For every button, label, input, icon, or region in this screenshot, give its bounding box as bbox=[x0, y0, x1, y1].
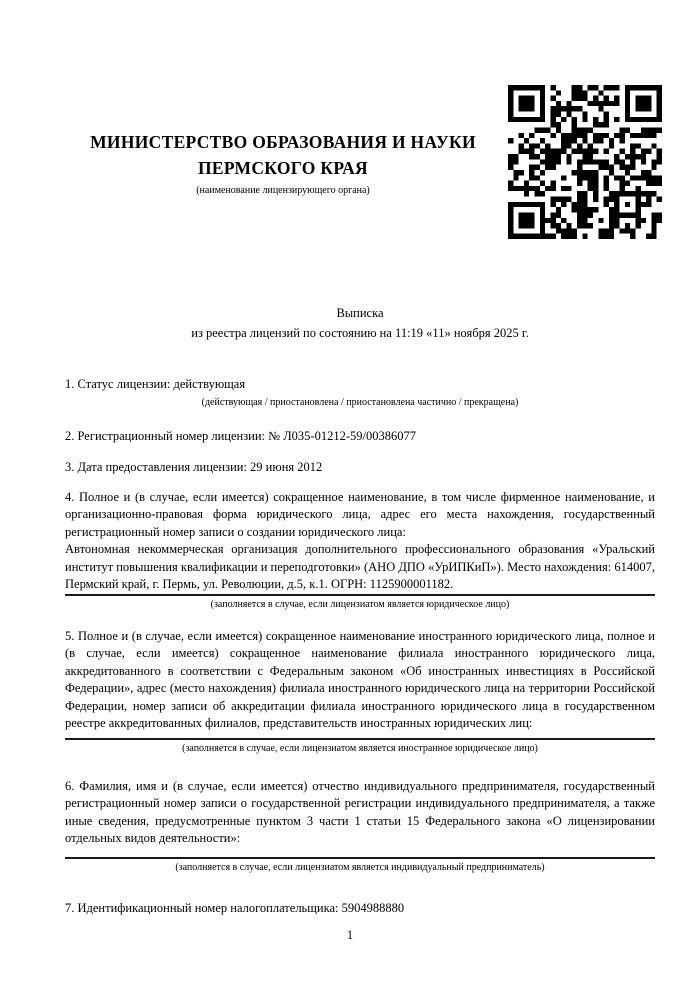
foreign-entity-question: 5. Полное и (в случае, если имеется) сокращенное наименование иностранного юридического лица, полное и (в случае, если имеется) сокращенное наименование филиала иностранного юридического лица, аккредитованного в соответствии с Федеральным законом «Об иностранных инвестициях в Российской Федерации», адрес (место нахождения) филиала иностранного юридического лица на территории Российской Федерации, номер записи об аккредитации филиала иностранного юридического лица в государственном реестре аккредитованных филиалов, представительств иностранных юридических лиц: bbox=[65, 628, 655, 730]
license-status-text: 1. Статус лицензии: действующая bbox=[65, 377, 246, 391]
page-number: 1 bbox=[346, 928, 354, 942]
item-legal-entity bbox=[65, 489, 655, 611]
individual-entrepreneur-question: 6. Фамилия, имя и (в случае, если имеется) отчество индивидуального предпринимателя, государственный регистрационный номер записи о государственной регистрации индивидуального предпринимателя, а также иные сведения, предусмотренные пунктом 3 части 1 статьи 15 Федерального закона «О лицензировании отдельных видов деятельности»: bbox=[65, 778, 655, 845]
item-individual-entrepreneur bbox=[65, 778, 655, 874]
item-registration-number bbox=[65, 428, 655, 446]
document-title bbox=[65, 303, 655, 343]
doc-title-line2: из реестра лицензий по состоянию на 11:19 «11» ноября 2025 г. bbox=[191, 326, 529, 340]
license-date-text: 3. Дата предоставления лицензии: 29 июня 2012 bbox=[65, 460, 323, 474]
document-body bbox=[65, 303, 655, 917]
individual-entrepreneur-caption: (заполняется в случае, если лицензиатом является индивидуальный предприниматель) bbox=[175, 861, 545, 873]
item-taxpayer-number bbox=[65, 900, 655, 918]
ministry-name-line1: МИНИСТЕРСТВО ОБРАЗОВАНИЯ И НАУКИ bbox=[90, 132, 476, 152]
individual-entrepreneur-underline bbox=[65, 857, 655, 859]
ministry-name-line2: ПЕРМСКОГО КРАЯ bbox=[198, 158, 368, 178]
doc-title-line1: Выписка bbox=[336, 306, 384, 320]
licensing-authority-block bbox=[65, 129, 501, 197]
legal-entity-caption: (заполняется в случае, если лицензиатом является юридическое лицо) bbox=[210, 598, 510, 610]
license-status-options-caption: (действующая / приостановлена / приостановлена частично / прекращена) bbox=[201, 396, 519, 408]
legal-entity-question: 4. Полное и (в случае, если имеется) сокращенное наименование, в том числе фирменное наименование, и организационно-правовая форма юридического лица, адрес его места нахождения, государственный регистрационный номер записи о создании юридического лица: bbox=[65, 489, 655, 539]
ministry-caption: (наименование лицензирующего органа) bbox=[196, 185, 370, 196]
item-license-date bbox=[65, 459, 655, 477]
legal-entity-underline bbox=[65, 594, 655, 596]
registration-number-text: 2. Регистрационный номер лицензии: № Л035-01212-59/00386077 bbox=[65, 428, 416, 443]
foreign-entity-underline bbox=[65, 738, 655, 740]
legal-entity-answer: Автономная некоммерческая организация дополнительного профессионального образования «Уральский институт повышения квалификации и переподготовки» (АНО ДПО «УрИПКиП»). Место нахождения: 614007, Пермский край, г. Пермь, ул. Революции, д.5, к.1. ОГРН: 1125900001182. bbox=[65, 542, 655, 591]
item-license-status bbox=[65, 376, 655, 409]
document-header bbox=[65, 85, 662, 239]
item-foreign-entity bbox=[65, 628, 655, 755]
taxpayer-number-text: 7. Идентификационный номер налогоплательщика: 5904988880 bbox=[65, 900, 405, 915]
foreign-entity-caption: (заполняется в случае, если лицензиатом является иностранное юридическое лицо) bbox=[182, 742, 538, 754]
qr-code bbox=[508, 85, 662, 239]
